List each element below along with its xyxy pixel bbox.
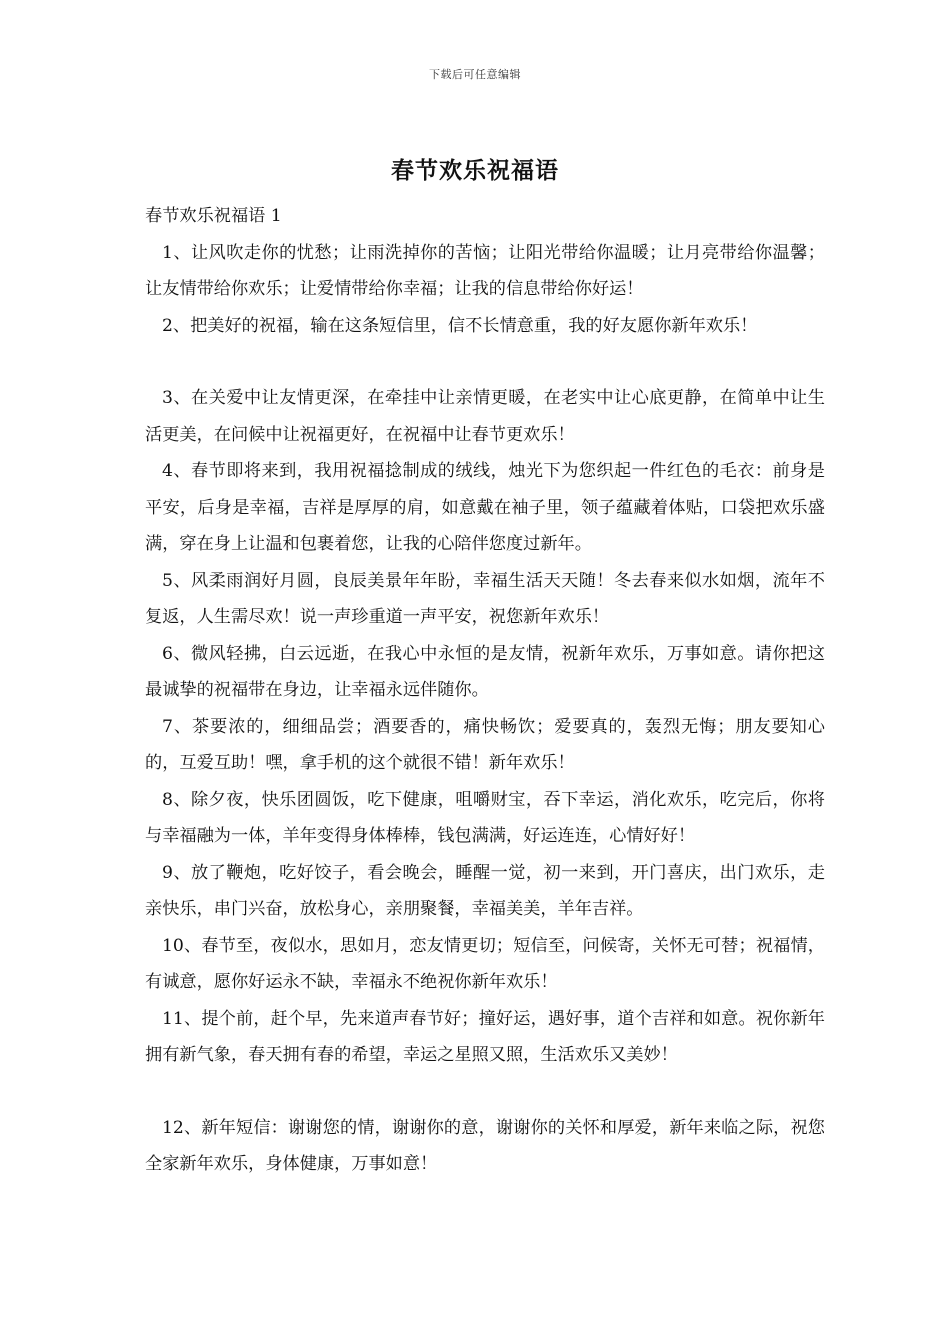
paragraph-5: 5、风柔雨润好月圆，良辰美景年年盼，幸福生活天天随！冬去春来似水如烟，流年不复返，人生需尽欢！说一声珍重道一声平安，祝您新年欢乐！ bbox=[145, 570, 825, 627]
paragraph-1: 1、让风吹走你的忧愁；让雨洗掉你的苦恼；让阳光带给你温暖；让月亮带给你温馨；让友情带给你欢乐；让爱情带给你幸福；让我的信息带给你好运！ bbox=[145, 242, 825, 299]
paragraph-8: 8、除夕夜，快乐团圆饭，吃下健康，咀嚼财宝，吞下幸运，消化欢乐，吃完后，你将与幸福融为一体，羊年变得身体棒棒，钱包满满，好运连连，心情好好！ bbox=[145, 789, 825, 846]
paragraph-2: 2、把美好的祝福，输在这条短信里，信不长情意重，我的好友愿你新年欢乐！ bbox=[162, 315, 758, 336]
paragraph-spacer bbox=[145, 1074, 825, 1110]
paragraph-3: 3、在关爱中让友情更深，在牵挂中让亲情更暖，在老实中让心底更静，在简单中让生活更美，在问候中让祝福更好，在祝福中让春节更欢乐！ bbox=[145, 388, 825, 445]
paragraph-7: 7、茶要浓的，细细品尝；酒要香的，痛快畅饮；爱要真的，轰烈无悔；朋友要知心的，互爱互助！嘿，拿手机的这个就很不错！新年欢乐！ bbox=[145, 716, 825, 773]
page-title: 春节欢乐祝福语 bbox=[391, 157, 559, 184]
section-subtitle: 春节欢乐祝福语 1 bbox=[145, 206, 282, 226]
paragraph-9: 9、放了鞭炮，吃好饺子，看会晚会，睡醒一觉，初一来到，开门喜庆，出门欢乐，走亲快乐，串门兴奋，放松身心，亲朋聚餐，幸福美美，羊年吉祥。 bbox=[145, 862, 825, 919]
paragraph-spacer bbox=[145, 344, 825, 380]
paragraph-10: 10、春节至，夜似水，思如月，恋友情更切；短信至，问候寄，关怀无可替；祝福情，有诚意，愿你好运永不缺，幸福永不绝祝你新年欢乐！ bbox=[145, 935, 825, 992]
paragraph-11: 11、提个前，赶个早，先来道声春节好；撞好运，遇好事，道个吉祥和如意。祝你新年拥有新气象，春天拥有春的希望，幸运之星照又照，生活欢乐又美妙！ bbox=[145, 1008, 825, 1065]
header-note: 下载后可任意编辑 bbox=[429, 68, 521, 81]
document-body bbox=[145, 198, 825, 1183]
paragraph-6: 6、微风轻拂，白云远逝，在我心中永恒的是友情，祝新年欢乐，万事如意。请你把这最诚挚的祝福带在身边，让幸福永远伴随你。 bbox=[145, 643, 825, 700]
paragraph-12: 12、新年短信：谢谢您的情，谢谢你的意，谢谢你的关怀和厚爱，新年来临之际，祝您全家新年欢乐，身体健康，万事如意！ bbox=[145, 1117, 825, 1174]
paragraph-4: 4、春节即将来到，我用祝福捻制成的绒线，烛光下为您织起一件红色的毛衣：前身是平安，后身是幸福，吉祥是厚厚的肩，如意戴在袖子里，领子蕴藏着体贴，口袋把欢乐盛满，穿在身上让温和包裹着您，让我的心陪伴您度过新年。 bbox=[145, 461, 825, 554]
